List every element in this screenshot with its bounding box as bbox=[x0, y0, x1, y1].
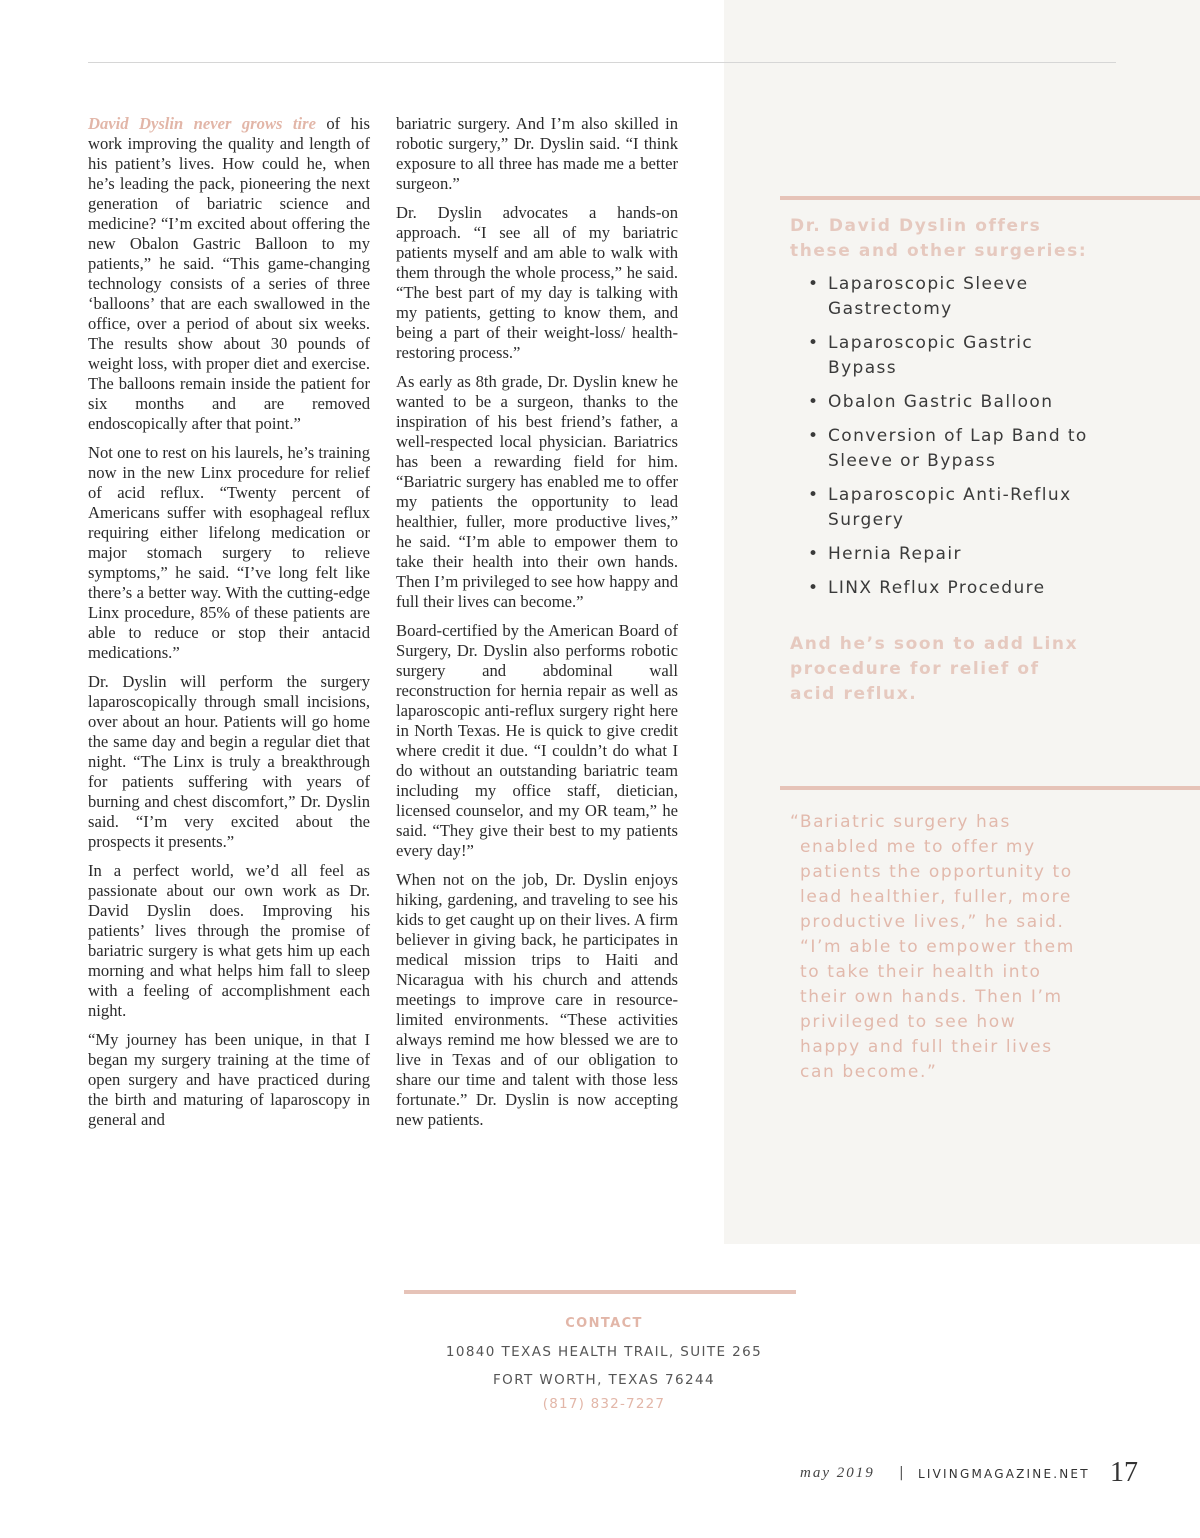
surgery-list-item: • LINX Reflux Procedure bbox=[808, 576, 1098, 601]
footer-date: may 2019 bbox=[800, 1465, 875, 1481]
surgery-list-item: • Laparoscopic Anti-Reflux Surgery bbox=[808, 483, 1098, 533]
contact-label: CONTACT bbox=[565, 1316, 643, 1331]
article-paragraph: bariatric surgery. And I’m also skilled in robotic surgery,” Dr. Dyslin said. “I think exposure to all three has made me a better surgeon.” bbox=[396, 114, 678, 193]
surgery-list-item: • Laparoscopic Sleeve Gastrectomy bbox=[808, 272, 1098, 322]
article-paragraph: As early as 8th grade, Dr. Dyslin knew he wanted to be a surgeon, thanks to the inspiration of his best friend’s father, a well-respected local physician. Bariatrics has been a rewarding field for him. “Bariatric surgery has enabled me to offer my patients the opportunity to lead healthier, fuller, more productive lives,” he said. “I’m able to empower them to take their health into their own hands. Then I’m privileged to see how happy and full their lives can become.” bbox=[396, 372, 678, 611]
surgery-list-item: • Laparoscopic Gastric Bypass bbox=[808, 331, 1098, 381]
article-paragraph: Dr. Dyslin will perform the surgery laparoscopically through small incisions, over about an hour. Patients will go home the same day and begin a regular diet that night. “The Linx is truly a breakthrough for patients suffering with years of burning and chest discomfort,” Dr. Dyslin said. “I’m very excited about the prospects it presents.” bbox=[88, 672, 370, 851]
article-column-2 bbox=[396, 114, 678, 1139]
contact-address-line-2: FORT WORTH, TEXAS 76244 bbox=[493, 1372, 715, 1388]
article-paragraph: In a perfect world, we’d all feel as passionate about our own work as Dr. David Dyslin does. Improving his patients’ lives through the promise of bariatric surgery is what gets him up each morning and what helps him fall to sleep with a feeling of accomplishment each night. bbox=[88, 861, 370, 1020]
sidebar-heading: Dr. David Dyslin offers these and other surgeries: bbox=[790, 216, 1088, 261]
article-paragraph bbox=[88, 114, 370, 434]
surgery-list-item: • Hernia Repair bbox=[808, 542, 1098, 567]
surgery-list-item: • Conversion of Lap Band to Sleeve or Bypass bbox=[808, 424, 1098, 474]
sidebar-divider-bottom bbox=[780, 786, 1200, 790]
article-lead: David Dyslin never grows tire bbox=[88, 114, 316, 133]
page-number: 17 bbox=[1110, 1457, 1138, 1488]
article-paragraph: “My journey has been unique, in that I began my surgery training at the time of open surgery and have practiced during the birth and maturing of laparoscopy in general and bbox=[88, 1030, 370, 1129]
article-column-1 bbox=[88, 114, 370, 1139]
top-divider bbox=[88, 62, 1116, 63]
article-text: of his work improving the quality and length of his patient’s lives. How could he, when he’s leading the pack, pioneering the next generation of bariatric science and medicine? “I’m excited about offering the new Obalon Gastric Balloon to my patients,” he said. “This game-changing technology consists of a series of three ‘balloons’ that are each swallowed in the office, over a period of about six weeks. The results show about 30 pounds of weight loss, with proper diet and exercise. The balloons remain inside the patient for six months and are removed endoscopically after that point.” bbox=[88, 114, 371, 433]
article-paragraph: When not on the job, Dr. Dyslin enjoys hiking, gardening, and traveling to see his kids to get caught up on their lives. A firm believer in giving back, he participates in medical mission trips to Haiti and Nicaragua with his church and attends meetings to improve care in resource-limited environments. “These activities always remind me how blessed we are to live in Texas and of our obligation to share our time and talent with those less fortunate.” Dr. Dyslin is now accepting new patients. bbox=[396, 870, 678, 1129]
contact-address-line-1: 10840 TEXAS HEALTH TRAIL, SUITE 265 bbox=[445, 1344, 763, 1360]
article-paragraph: Board-certified by the American Board of Surgery, Dr. Dyslin also performs robotic surgery and abdominal wall reconstruction for hernia repair as well as laparoscopic anti-reflux surgery right here in North Texas. He is quick to give credit where credit it due. “I couldn’t do what I do without an outstanding bariatric team including my office staff, dietician, licensed counselor, and my OR team,” he said. “They give their best to my patients every day!” bbox=[396, 621, 678, 860]
surgery-list-item: • Obalon Gastric Balloon bbox=[808, 390, 1098, 415]
article-paragraph: Not one to rest on his laurels, he’s training now in the new Linx procedure for relief of acid reflux. “Twenty percent of Americans suffer with esophageal reflux requiring either lifelong medication or major stomach surgery to relieve symptoms,” he said. “I’ve long felt like there’s a better way. With the cutting-edge Linx procedure, 85% of these patients are able to reduce or stop their antacid medications.” bbox=[88, 443, 370, 662]
footer-separator: | bbox=[899, 1465, 904, 1481]
pull-quote: “Bariatric surgery has enabled me to offer my patients the opportunity to lead healthier, fuller, more productive lives,” he said. “I’m able to empower them to take their health into their own hands. Then I’m privileged to see how happy and full their lives can become.” bbox=[790, 812, 1075, 1082]
footer-website[interactable]: LIVINGMAGAZINE.NET bbox=[918, 1467, 1090, 1481]
sidebar-divider-top bbox=[780, 196, 1200, 200]
contact-divider bbox=[404, 1290, 796, 1294]
contact-phone[interactable]: (817) 832-7227 bbox=[542, 1396, 666, 1412]
article-paragraph: Dr. Dyslin advocates a hands-on approach. “I see all of my bariatric patients myself and am able to walk with them through the whole process,” he said. “The best part of my day is talking with my patients, getting to know them, and being a part of their weight-loss/ health-restoring process.” bbox=[396, 203, 678, 362]
surgery-list bbox=[808, 272, 1098, 610]
sidebar-note: And he’s soon to add Linx procedure for relief of acid reflux. bbox=[790, 634, 1079, 704]
contact-block bbox=[404, 1314, 804, 1414]
